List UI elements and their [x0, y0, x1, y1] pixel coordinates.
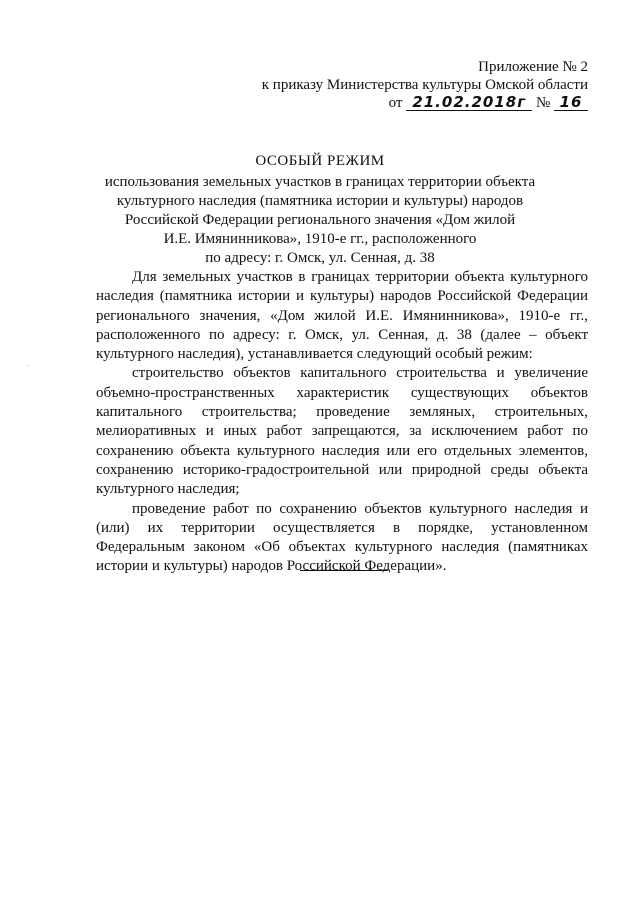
title-line: использования земельных участков в границах территории объекта [104, 174, 536, 190]
appendix-order-reference: к приказу Министерства культуры Омской области [261, 77, 588, 93]
number-label: № [535, 95, 551, 111]
appendix-header [262, 58, 588, 112]
title-line: Российской Федерации регионального значения «Дом жилой [124, 212, 516, 228]
title-line: И.Е. Имянинникова», 1910-е гг., расположенного [163, 231, 477, 247]
body-paragraph-procedure: проведение работ по сохранению объектов культурного наследия и (или) их территории осуществляется в порядке, установленном Федеральным законом «Об объектах культурного наследия (памятниках истории и культуры) народов Российской Федерации». [96, 500, 588, 575]
appendix-date-line [262, 94, 588, 112]
end-divider [300, 570, 388, 571]
document-body [96, 268, 588, 577]
title-line: по адресу: г. Омск, ул. Сенная, д. 38 [205, 250, 435, 266]
from-label: от [388, 95, 403, 111]
document-title [96, 152, 544, 268]
body-paragraph-restrictions: строительство объектов капитального строительства и увеличение объемно-пространственных характеристик существующих объектов капитального строительства; проведение земляных, строительных, мелиоративных и иных работ запрещаются, за исключением работ по сохранению объекта культурного наследия или его отдельных элементов, сохранению историко-градостроительной или природной среды объекта культурного наследия; [96, 365, 588, 498]
handwritten-number: 16 [554, 94, 588, 111]
handwritten-date: 21.02.2018г [406, 94, 532, 111]
title-line: культурного наследия (памятника истории и культуры) народов [116, 193, 524, 209]
title-heading: ОСОБЫЙ РЕЖИМ [255, 153, 385, 169]
appendix-number: Приложение № 2 [478, 59, 588, 75]
margin-mark [27, 365, 28, 366]
body-paragraph-intro: Для земельных участков в границах территории объекта культурного наследия (памятника истории и культуры) народов Российской Федерации регионального значения, «Дом жилой И.Е. Имянинникова», 1910-е гг., расположенного по адресу: г. Омск, ул. Сенная, д. 38 (далее – объект культурного наследия), устанавливается следующий особый режим: [96, 269, 588, 363]
